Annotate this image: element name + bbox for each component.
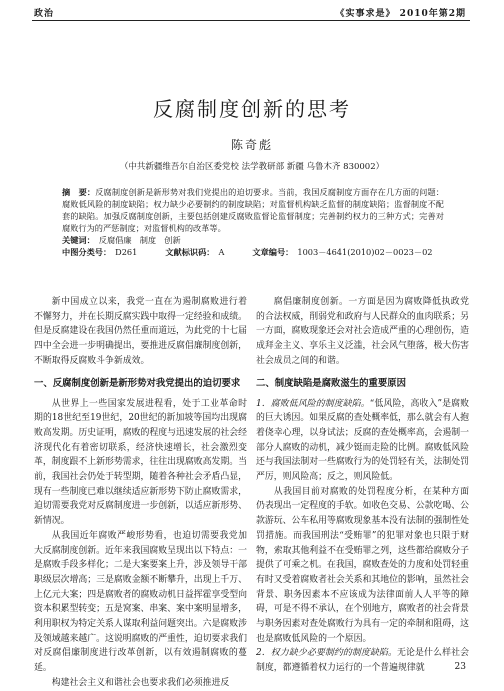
- header-section: 政治: [34, 9, 55, 19]
- article-no-label: 文章编号：: [252, 247, 294, 257]
- page-number: 23: [454, 662, 466, 672]
- keywords-line: [62, 234, 444, 246]
- clc-field: [62, 246, 137, 258]
- section-2-heading: 二、制度缺陷是腐败滋生的重要原因: [256, 377, 407, 389]
- intro-paragraph: 新中国成立以来，我党一直在为遏制腐败进行着不懈努力，并在长期反腐实践中取得一定经验和成绩。但是反腐建设在我国仍然任重而道远，为此党的十七届四中全会进一步明确提出，要推进反腐倡廉制度创新，不断取得反腐败斗争新成效。: [34, 297, 247, 366]
- subsection-2-text: 无论是什么样社会制度，都遵循着权力运行的一个普遍规律就: [256, 648, 469, 674]
- header-journal: 《实事求是》 2010年第2期: [335, 9, 466, 19]
- doc-code-value: A: [218, 247, 225, 257]
- keywords-label: 关键词：: [62, 235, 95, 245]
- continued-paragraph: 腐倡廉制度创新。一方面是因为腐败降低执政党的合法权威，削弱党和政府与人民群众的血肉联系；另一方面，腐败现象还会对社会造成严重的心理创伤，造成拜金主义、享乐主义泛滥，社会风气堕落，极大伤害社会成员之间的和谐。: [256, 297, 469, 366]
- subsection-2-title: 2．权力缺少必要制约的制度缺陷。: [256, 648, 398, 659]
- article-no-value: 1003－4641(2010)02－0023－02: [297, 247, 433, 257]
- doc-code-field: [165, 246, 224, 258]
- article-author: 陈奇彪: [230, 138, 273, 152]
- header-rule: [32, 20, 470, 21]
- classification-line: [62, 246, 444, 258]
- section-1-heading: 一、反腐制度创新是新形势对我党提出的迫切要求: [34, 377, 241, 389]
- article-no-field: [252, 246, 432, 258]
- section-1-paragraph-3: 构建社会主义和谐社会也要求我们必须推进反: [51, 677, 230, 688]
- clc-value: D261: [115, 247, 138, 257]
- subsection-1-title: 1．腐败低风险的制度缺陷。: [256, 398, 370, 409]
- abstract-paragraph: [62, 186, 444, 234]
- doc-code-label: 文献标识码：: [165, 247, 215, 257]
- section-2-paragraph: 从我国目前对腐败的处罚程度分析，在某种方面仍表现出一定程度的手软。如收色交易、公款吃喝、公款游玩、公车私用等腐败现象基本没有法制的强制性处罚措施。而我国刑法“受贿罪”的犯罪对象也只限于财物，索取其他利益不在受贿罪之列，这些都给腐败分子提供了可乘之机。在我国，腐败查处的力度和处罚轻重有时又受着腐败者社会关系和其地位的影响，虽然社会背景、职务因素本不应该成为法律面前人人平等的障碍，可是不得不承认，在个别地方，腐败者的社会背景与职务因素对查处腐败行为具有一定的牵制和阻碍，这也是腐败低风险的一个原因。: [256, 486, 469, 644]
- abstract-label: 摘 要：: [62, 187, 96, 197]
- subsection-1-text: “低风险，高收入”是腐败的巨大诱因。如果反腐的查处概率低，那么就会有人抱着侥幸心理，以身试法；反腐的查处概率高，会遏制一部分人腐败的动机，减少铤而走险的比例。腐败低风险还与我国法制对一些腐败行为的处罚轻有关，法制处罚严厉，则风险高；反之，则风险低。: [256, 398, 469, 483]
- section-1-paragraph-2: 从我国近年腐败严峻形势看，也迫切需要我党加大反腐制度创新。近年来我国腐败呈现出以下特点：一是腐败手段多样化；二是大案要案上升，涉及领导干部职级层次增高；三是腐败金额不断攀升，出现上千万、上亿元大案；四是腐败者的腐败动机日益挥霍享受型向资本积累型转变；五是窝案、串案、案中案明显增多，利用职权为特定关系人谋取利益问题突出。六是腐败涉及领域越来越广。这说明腐败的严重性，迫切要求我们对反腐倡廉制度进行改革创新，以有效遏制腐败的蔓延。: [34, 530, 247, 674]
- keywords-text: 反腐倡廉 制度 创新: [98, 235, 181, 245]
- clc-label: 中图分类号：: [62, 247, 112, 257]
- abstract-block: [62, 186, 444, 258]
- abstract-text: 反腐制度创新是新形势对我们党提出的迫切要求。当前，我国反腐制度方面存在几方面的问题：腐败低风险的制度缺陷；权力缺少必要制约的制度缺陷；对监督机构缺乏监督的制度缺陷；监督制度不配套的缺陷。加强反腐制度创新，主要包括创建反腐败监督论监督制度；完善制约权力的三种方式；完善对腐败行为的严惩制度；对监督机构的改革等。: [62, 187, 444, 233]
- right-column: [256, 295, 469, 676]
- author-affiliation: （中共新疆维吾尔自治区委党校 法学教研部 新疆 乌鲁木齐 830002）: [119, 162, 385, 172]
- section-1-paragraph-1: 从世界上一些国家发展进程看，处于工业革命时期的18世纪至19世纪，20世纪的新加坡等国均出现腐败高发期。历史证明，腐败的程度与迅速发展的社会经济现代化有着密切联系，经济快速增长，社会激烈变革，制度跟不上新形势需求，往往出现腐败高发期。当前，我国社会仍处于转型期，随着各种社会矛盾凸显，现有一些制度已难以继续适应新形势下防止腐败需求，迫切需要我党对反腐制度进一步创新，以适应新形势、新情况。: [34, 398, 247, 527]
- left-column: [34, 295, 247, 691]
- article-title: 反腐制度创新的思考: [153, 97, 351, 121]
